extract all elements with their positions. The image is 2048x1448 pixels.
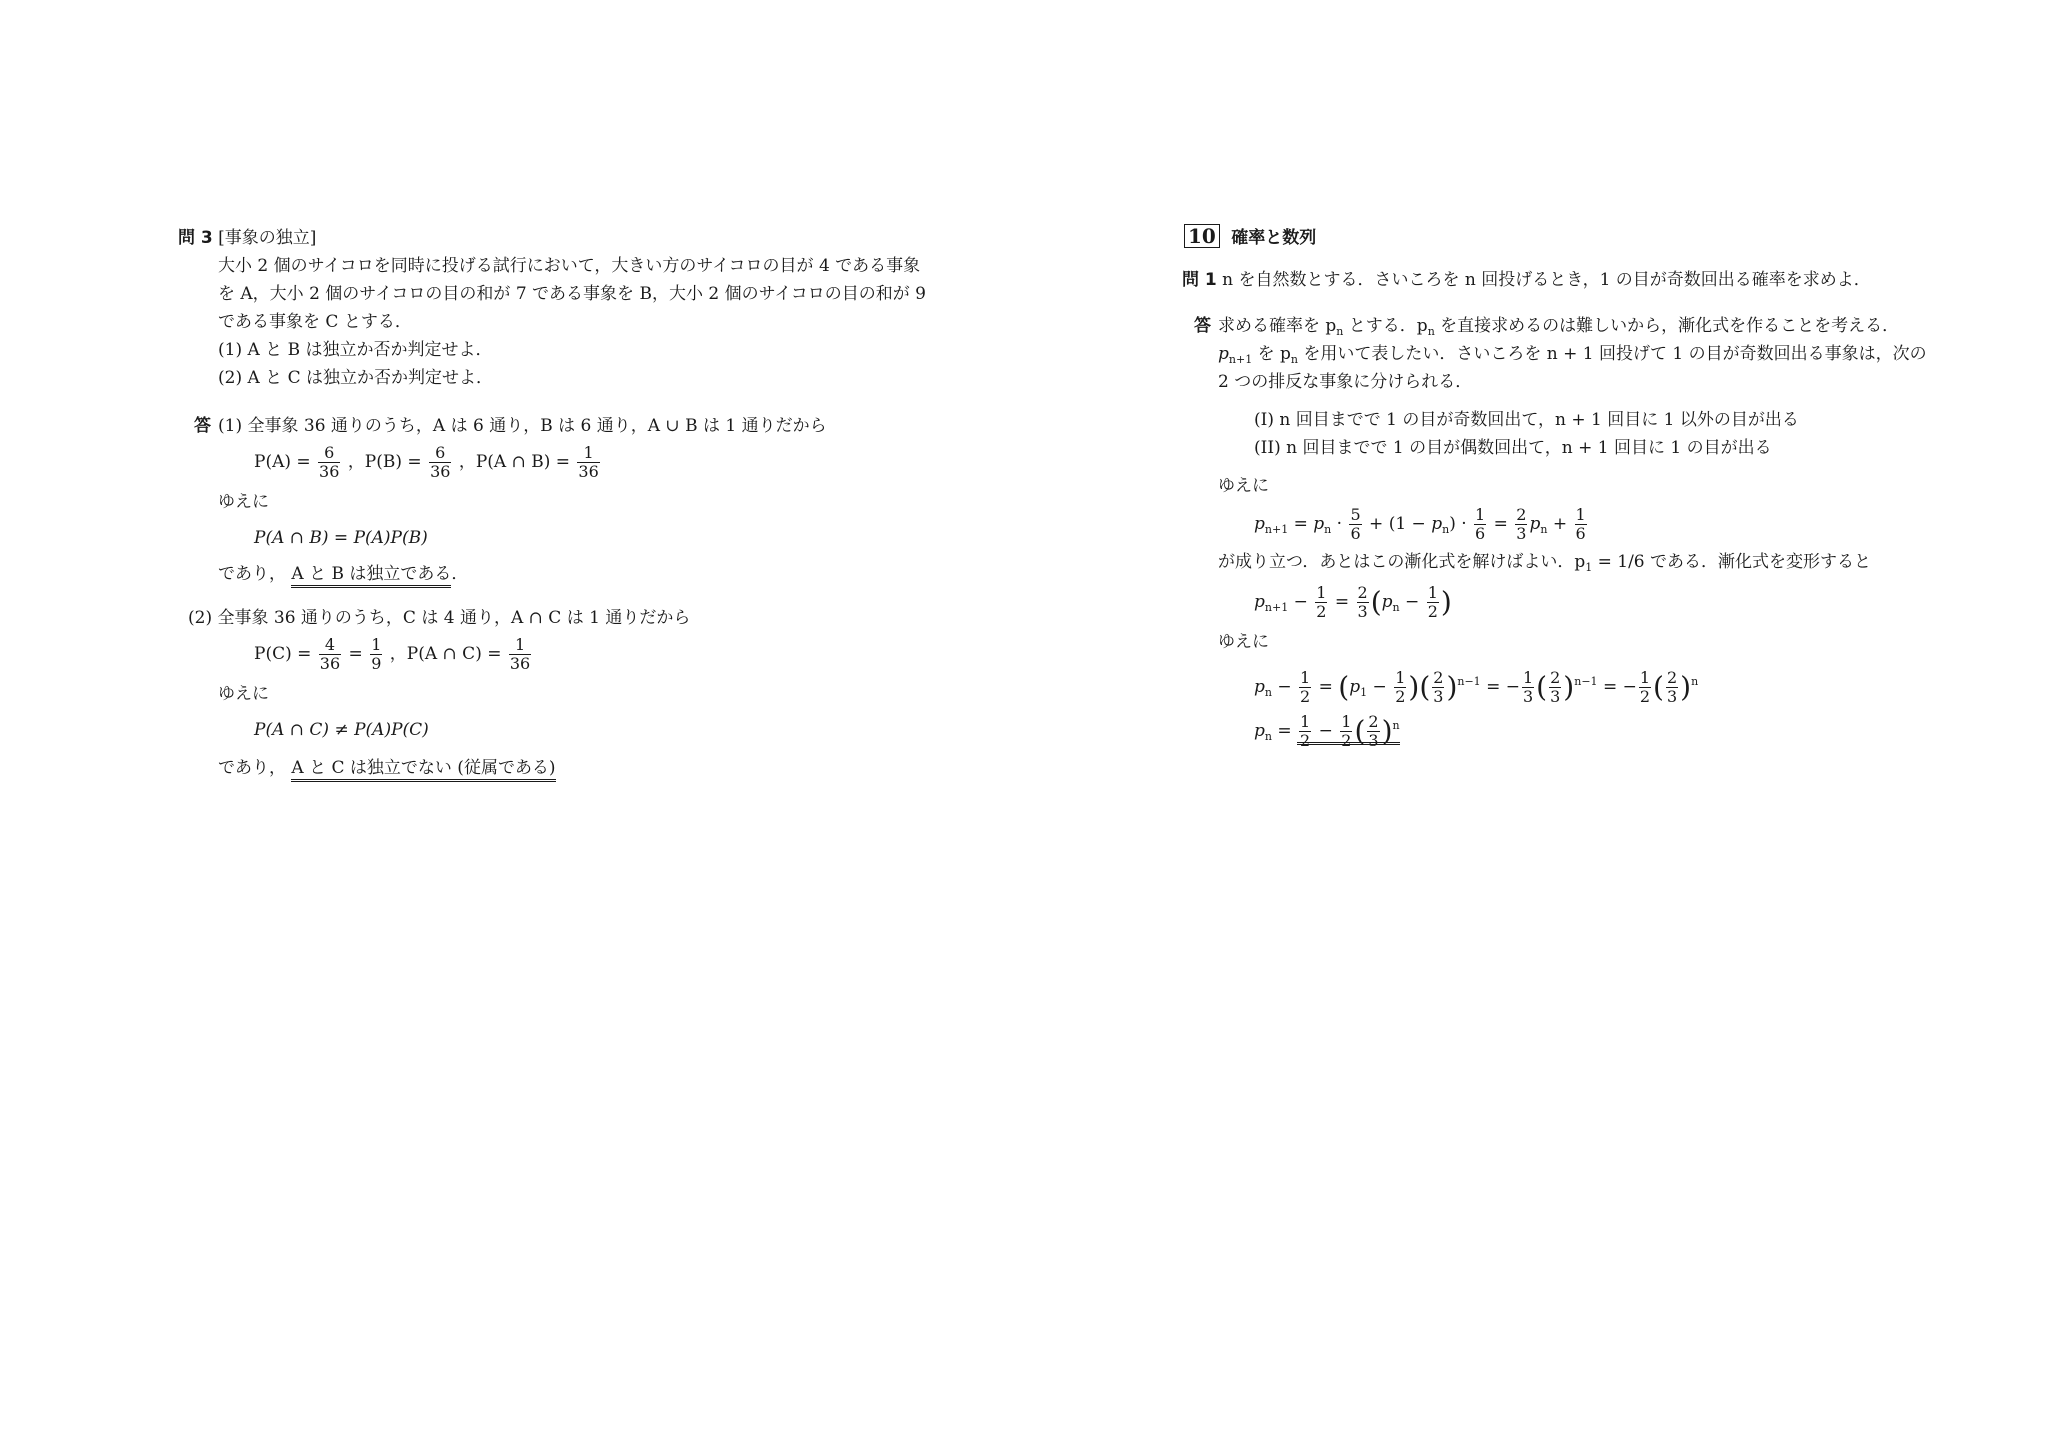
statement-line: を A，大小 2 個のサイコロの目の和が 7 である事象を B，大小 2 個のサイコロの目の和が 9 — [218, 284, 926, 304]
problem-1-line — [1182, 268, 1871, 292]
yueni-2: ゆえに — [218, 684, 269, 704]
answer-2-equation-2: P(A ∩ C) ≠ P(A)P(C) — [254, 720, 429, 740]
problem-title: [事象の独立] — [218, 228, 317, 248]
case-2: (II) n 回目までで 1 の目が偶数回出て，n + 1 回目に 1 の目が出る — [1254, 438, 1772, 458]
fraction: $\frac{2}{3}$ — [1357, 583, 1368, 621]
case-1: (I) n 回目までで 1 の目が奇数回出て，n + 1 回目に 1 以外の目が出る — [1254, 410, 1799, 430]
statement-line: 大小 2 個のサイコロを同時に投げる試行において，大きい方のサイコロの目が 4 である事象 — [218, 256, 921, 276]
answer-1-equation — [254, 442, 602, 482]
solution-equation: $p_n$ − $\frac{1}{2}$ = ($p_1$ − $\frac{1}{2}$ )( $\frac{2}{3}$ )$^{n-1}$ = − $\frac{1}{3}$ ( $\frac{2}{3}$ )$^{n-1}$ = − $\frac{1}{2}$ ( $\frac{2}{3}$ )$^n$ — [1254, 668, 1699, 706]
section-heading — [1184, 224, 1316, 250]
answer-2-conclusion-line — [218, 756, 556, 780]
recurrence-equation: $p_{n+1} = p_n$ · $\frac{5}{6}$ + $(1 - p_n)$ · $\frac{1}{6}$ = $\frac{2}{3}$ $p_n$ + $\frac{1}{6}$ — [1254, 505, 1586, 543]
transformed-equation: $p_{n+1}$ − $\frac{1}{2}$ = $\frac{2}{3}$ ($p_n$ − $\frac{1}{2}$ ) — [1254, 583, 1452, 621]
fraction: $\frac{5}{6}$ — [1350, 505, 1361, 543]
yueni-1: ゆえに — [1218, 476, 1269, 496]
answer-line-1: 求める確率を $p_n$ とする．$p_n$ を直接求めるのは難しいから，漸化式を作ることを考える． — [1218, 316, 1900, 338]
dearu-text: であり， — [218, 564, 286, 584]
answer-1-conclusion-line — [218, 562, 468, 586]
fraction: $\frac{6}{36}$ — [319, 443, 340, 481]
answer-1-conclusion: A と B は独立である — [291, 564, 451, 588]
problem-3-heading — [178, 226, 316, 250]
fraction: $\frac{2}{3}$ — [1516, 505, 1527, 543]
dearu-text: であり， — [218, 758, 286, 778]
final-answer-value: $\frac{1}{2}$ − $\frac{1}{2}$ ( $\frac{2}{3}$ )$^n$ — [1297, 721, 1400, 745]
fraction: $\frac{1}{36}$ — [509, 635, 531, 673]
problem-label: 問 3 — [178, 228, 213, 248]
eq-term: ，P(A ∩ B) = — [458, 452, 571, 472]
fraction: $\frac{1}{2}$ — [1316, 583, 1327, 621]
eq-term: ，P(B) = — [347, 452, 422, 472]
after-equation-line: が成り立つ．あとはこの漸化式を解けばよい．$p_1 = 1/6$ である．漸化式を変形すると — [1218, 552, 1872, 574]
answer-1-intro: (1) 全事象 36 通りのうち，A は 6 通り，B は 6 通り，A ∪ B は 1 通りだから — [218, 416, 827, 436]
eq-term: P(A) = — [254, 452, 311, 472]
statement-line: (2) A と C は独立か否か判定せよ． — [218, 368, 493, 388]
problem-text: n を自然数とする．さいころを n 回投げるとき，1 の目が奇数回出る確率を求めよ． — [1222, 270, 1871, 290]
answer-1-equation-2: P(A ∩ B) = P(A)P(B) — [254, 528, 428, 548]
yueni-1: ゆえに — [218, 492, 269, 512]
answer-line-2: $p_{n+1}$ を $p_n$ を用いて表したい．さいころを n + 1 回投げて 1 の目が奇数回出る事象は，次の — [1218, 344, 1927, 366]
final-answer: $p_n$ = $\frac{1}{2}$ − $\frac{1}{2}$ ( $\frac{2}{3}$ )$^n$ — [1254, 712, 1400, 750]
fraction: $\frac{1}{6}$ — [1575, 505, 1586, 543]
problem-label: 問 1 — [1182, 270, 1217, 290]
statement-line: である事象を C とする． — [218, 312, 412, 332]
period: ． — [451, 564, 469, 584]
eq-term: P(C) = — [254, 644, 312, 664]
answer-2-conclusion: A と C は独立でない (従属である) — [291, 758, 555, 782]
statement-line: (1) A と B は独立か否か判定せよ． — [218, 340, 493, 360]
yueni-2: ゆえに — [1218, 632, 1269, 652]
answer-label: 答 — [194, 416, 211, 436]
fraction: $\frac{6}{36}$ — [430, 443, 451, 481]
answer-label: 答 — [1194, 316, 1211, 336]
fraction: $\frac{1}{2}$ — [1427, 583, 1438, 621]
section-title: 確率と数列 — [1231, 228, 1317, 248]
section-number: 10 — [1184, 224, 1220, 248]
eq-term: ，P(A ∩ C) = — [389, 644, 502, 664]
eq-term: = — [348, 644, 363, 664]
answer-line-3: 2 つの排反な事象に分けられる． — [1218, 372, 1473, 392]
fraction: $\frac{1}{36}$ — [578, 443, 599, 481]
answer-2-equation — [254, 634, 533, 674]
fraction: $\frac{1}{9}$ — [371, 635, 382, 673]
answer-2-intro: (2) 全事象 36 通りのうち，C は 4 通り，A ∩ C は 1 通りだから — [188, 608, 691, 628]
fraction: $\frac{1}{6}$ — [1475, 505, 1486, 543]
fraction: $\frac{4}{36}$ — [319, 635, 341, 673]
